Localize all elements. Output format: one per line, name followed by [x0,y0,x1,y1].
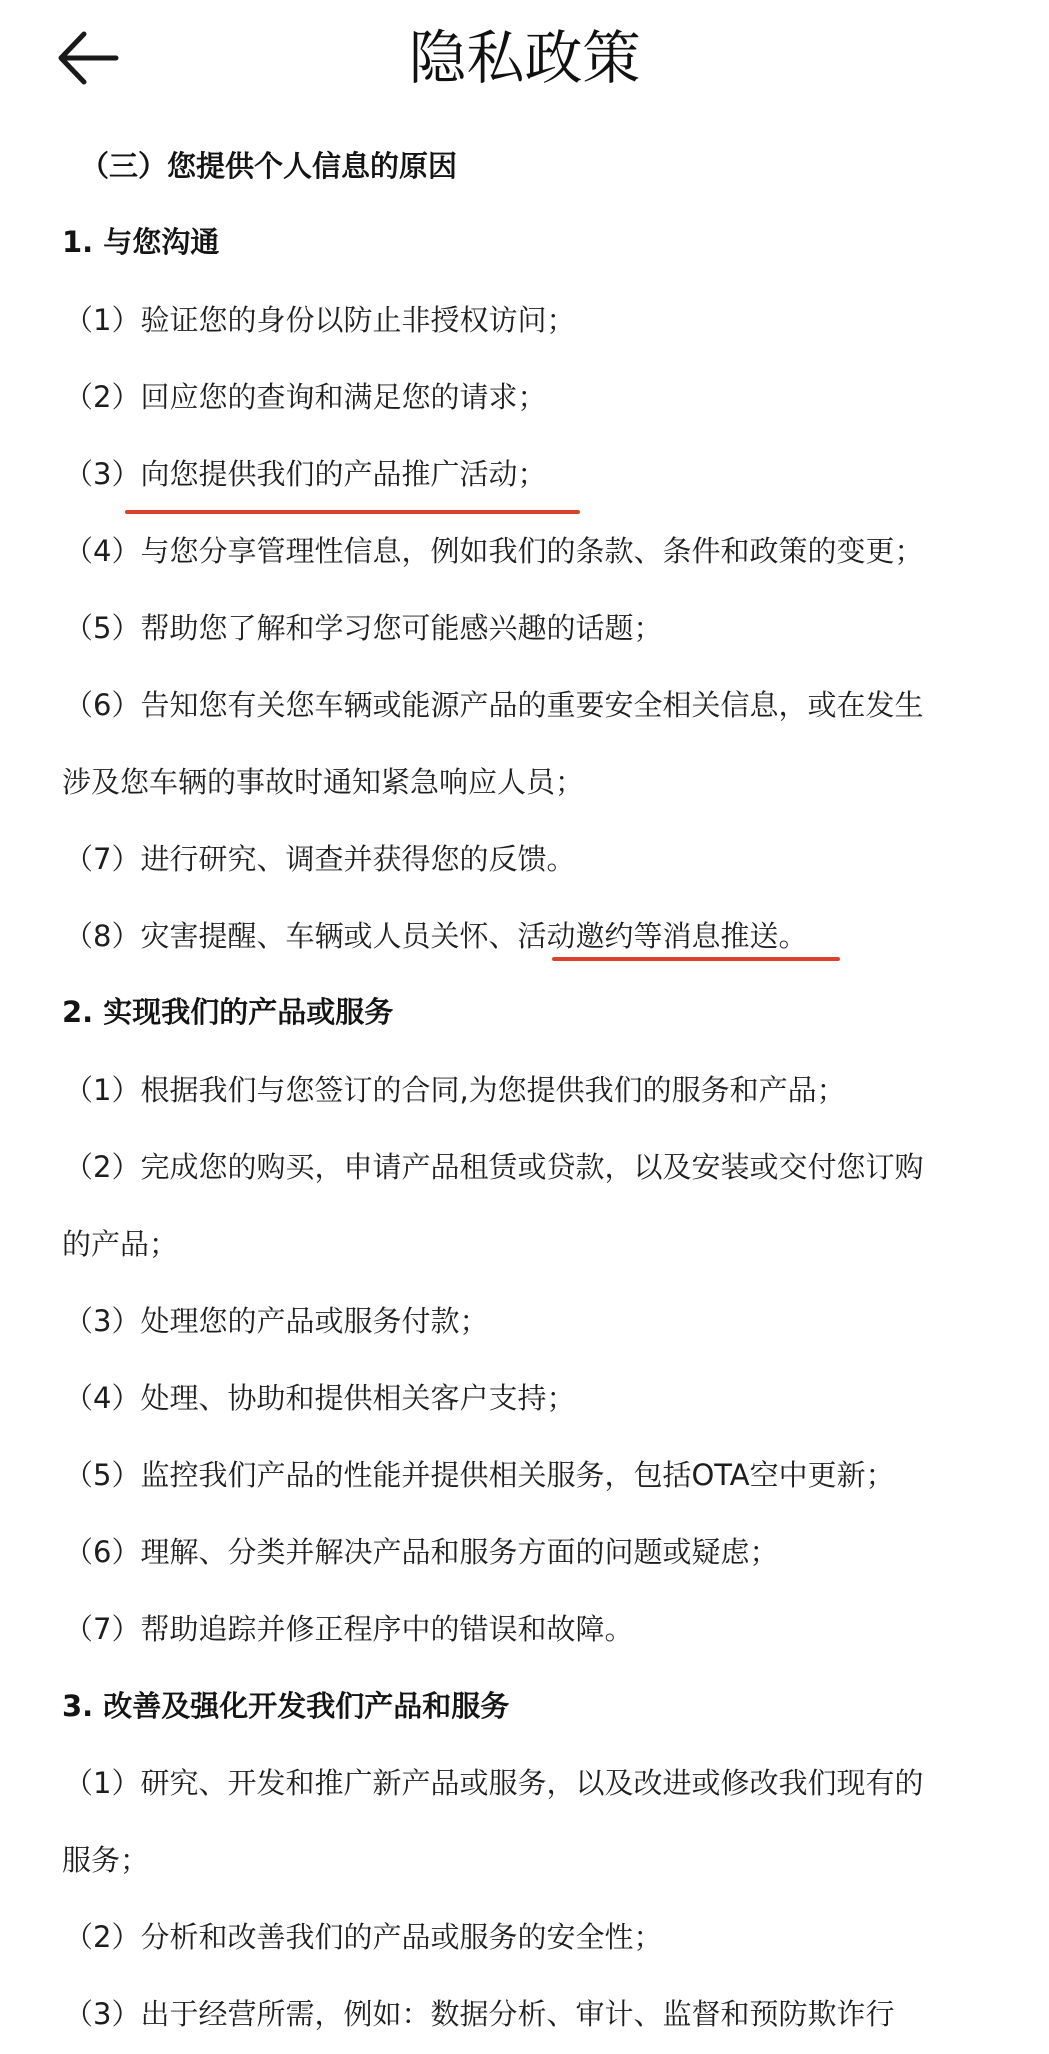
list-item: （2）回应您的查询和满足您的请求； [64,380,547,414]
list-item: （4）与您分享管理性信息，例如我们的条款、条件和政策的变更； [64,534,924,568]
list-item: （2）完成您的购买，申请产品租赁或贷款，以及安装或交付您订购 [64,1150,924,1184]
group-title: 3. 改善及强化开发我们产品和服务 [62,1689,510,1723]
highlight-underline [125,510,580,514]
list-item: （2）分析和改善我们的产品或服务的安全性； [64,1920,663,1954]
list-item-continuation: 涉及您车辆的事故时通知紧急响应人员； [62,765,585,799]
page-title: 隐私政策 [408,24,641,92]
group-title: 2. 实现我们的产品或服务 [62,995,394,1029]
list-item: （3）向您提供我们的产品推广活动； [64,457,547,491]
list-item: （8）灾害提醒、车辆或人员关怀、活动邀约等消息推送。 [64,919,808,953]
group-title: 1. 与您沟通 [62,225,220,259]
list-item-continuation: 服务； [62,1843,150,1877]
top-bar [0,0,1049,118]
list-item: （1）根据我们与您签订的合同,为您提供我们的服务和产品； [64,1073,846,1107]
highlight-underline [552,957,840,961]
list-item: （3）处理您的产品或服务付款； [64,1304,489,1338]
list-item: （1）研究、开发和推广新产品或服务，以及改进或修改我们现有的 [64,1766,924,1800]
list-item: （5）监控我们产品的性能并提供相关服务，包括OTA空中更新； [64,1458,895,1492]
list-item-continuation: 的产品； [62,1227,179,1261]
list-item: （3）出于经营所需，例如：数据分析、审计、监督和预防欺诈行 [64,1997,895,2031]
list-item: （6）理解、分类并解决产品和服务方面的问题或疑虑； [64,1535,779,1569]
list-item: （6）告知您有关您车辆或能源产品的重要安全相关信息，或在发生 [64,688,924,722]
list-item: （5）帮助您了解和学习您可能感兴趣的话题； [64,611,663,645]
list-item: （4）处理、协助和提供相关客户支持； [64,1381,576,1415]
list-item: （1）验证您的身份以防止非授权访问； [64,303,576,337]
list-item: （7）进行研究、调查并获得您的反馈。 [64,842,576,876]
list-item: （7）帮助追踪并修正程序中的错误和故障。 [64,1612,634,1646]
section-heading: （三）您提供个人信息的原因 [80,149,458,183]
